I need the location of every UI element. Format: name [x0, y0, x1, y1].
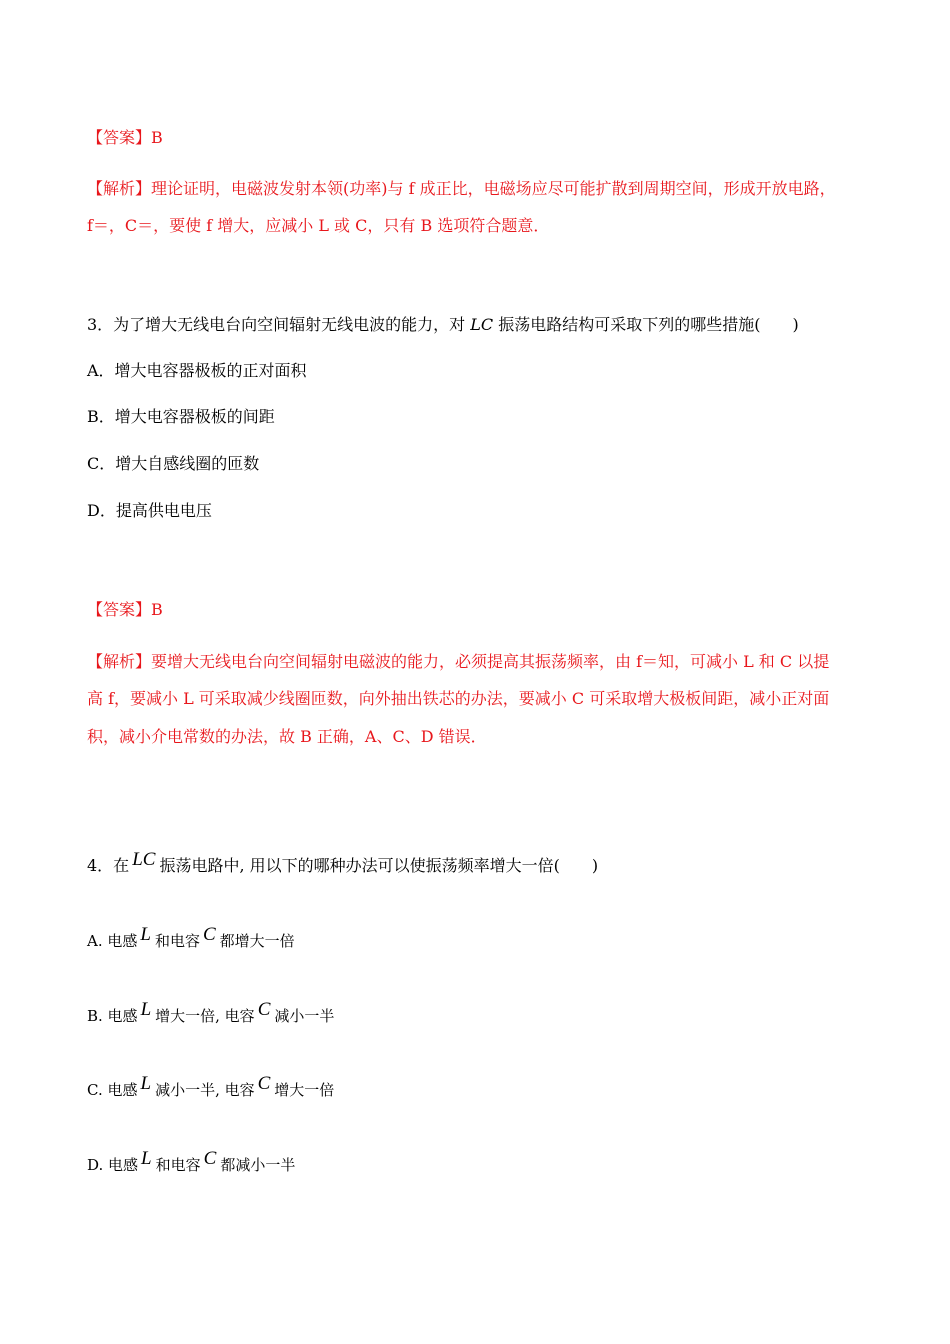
- q3-analysis-line1: 【解析】要增大无线电台向空间辐射电磁波的能力，必须提高其振荡频率，由 f＝知，可减小 L 和 C 以提: [87, 652, 830, 671]
- q4-option-d-var2: C: [203, 1148, 217, 1169]
- q4-option-d-var1: L: [141, 1148, 152, 1169]
- q3-analysis-line3: 积，减小介电常数的办法，故 B 正确，A、C、D 错误．: [87, 727, 487, 746]
- q3-stem-suffix: 振荡电路结构可采取下列的哪些措施( ): [493, 315, 799, 334]
- q4-option-c-end: 增大一倍: [274, 1081, 335, 1099]
- q4-option-b: [87, 999, 335, 1026]
- q4-option-c: [87, 1073, 335, 1100]
- q4-option-c-label: C. 电感: [87, 1081, 138, 1099]
- q4-option-b-var1: L: [140, 999, 152, 1020]
- q4-option-d: [87, 1148, 296, 1175]
- q3-option-d: D．提高供电电压: [87, 501, 212, 520]
- q3-stem-prefix: 3．为了增大无线电台向空间辐射无线电波的能力，对: [87, 315, 471, 334]
- q2-analysis-line1: 【解析】理论证明，电磁波发射本领(功率)与 f 成正比，电磁场应尽可能扩散到周期空间，形成开放电路，: [87, 179, 836, 198]
- q4-option-c-var2: C: [257, 1073, 271, 1094]
- q4-option-a-label: A. 电感: [87, 932, 138, 950]
- q4-option-c-mid: 减小一半, 电容: [155, 1081, 255, 1099]
- q4-option-a-var2: C: [202, 924, 216, 945]
- q3-stem-var: LC: [470, 315, 494, 334]
- q2-analysis-line2: f＝，C＝，要使 f 增大，应减小 L 或 C，只有 B 选项符合题意．: [87, 216, 550, 235]
- q4-stem-prefix: 4．在: [87, 856, 130, 875]
- q4-option-b-label: B. 电感: [87, 1007, 138, 1025]
- q4-option-a: [87, 924, 295, 951]
- q4-stem-var: LC: [132, 849, 156, 870]
- q3-option-a: A．增大电容器极板的正对面积: [87, 361, 307, 380]
- q4-stem: [87, 849, 599, 876]
- q4-option-a-mid: 和电容: [154, 932, 200, 950]
- q4-option-d-end: 都减小一半: [220, 1156, 296, 1174]
- q3-option-c: C．增大自感线圈的匝数: [87, 454, 260, 473]
- q4-option-c-var1: L: [140, 1073, 152, 1094]
- q3-answer: 【答案】B: [87, 600, 163, 619]
- q4-option-d-label: D. 电感: [87, 1156, 139, 1174]
- q4-option-d-mid: 和电容: [155, 1156, 201, 1174]
- q3-analysis-line2: 高 f，要减小 L 可采取减少线圈匝数，向外抽出铁芯的办法，要减小 C 可采取增大极板间距，减小正对面: [87, 689, 830, 708]
- q4-option-a-end: 都增大一倍: [219, 932, 295, 950]
- q4-stem-suffix: 振荡电路中, 用以下的哪种办法可以使振荡频率增大一倍( ): [159, 856, 599, 875]
- q2-answer: 【答案】B: [87, 128, 163, 147]
- q4-option-a-var1: L: [140, 924, 151, 945]
- q3-option-b: B．增大电容器极板的间距: [87, 407, 275, 426]
- q4-option-b-end: 减小一半: [274, 1007, 335, 1025]
- q3-stem: [87, 315, 799, 335]
- q4-option-b-mid: 增大一倍, 电容: [155, 1007, 255, 1025]
- q4-option-b-var2: C: [257, 999, 271, 1020]
